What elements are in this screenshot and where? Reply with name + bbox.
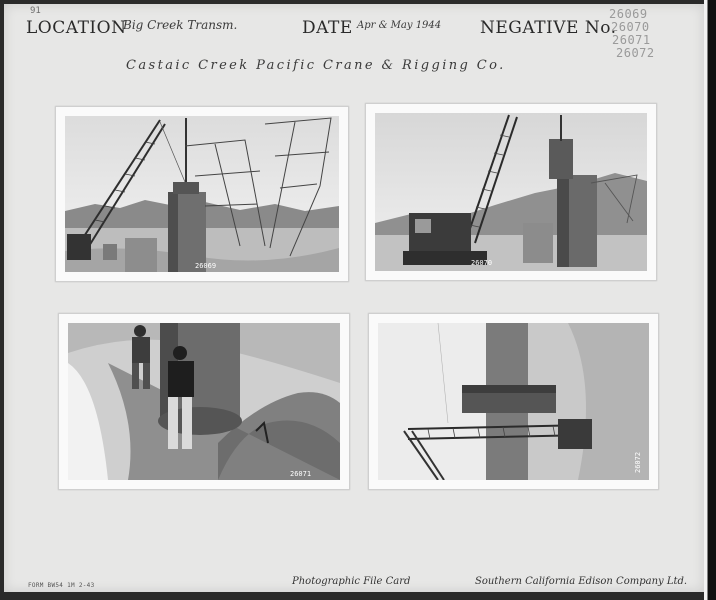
- negative-label: NEGATIVE No.: [480, 18, 617, 38]
- scan-edge: [704, 0, 716, 600]
- print-number: 26071: [290, 470, 312, 478]
- negative-numbers: [609, 8, 689, 60]
- negative-number: 26070: [611, 20, 650, 34]
- handwritten-subtitle: Castaic Creek Pacific Crane & Rigging Co.: [126, 58, 506, 73]
- photo-1-image: [65, 116, 339, 272]
- company-name: Southern California Edison Company Ltd.: [475, 576, 688, 587]
- print-number: 26072: [634, 451, 642, 473]
- photo-2: [365, 103, 657, 281]
- photo-3: [58, 313, 350, 490]
- photo-1: [55, 106, 349, 282]
- negative-number: 26071: [612, 33, 651, 47]
- location-value: Big Creek Transm.: [123, 18, 238, 32]
- photo-file-card: [4, 4, 704, 592]
- print-number: 26070: [471, 259, 493, 267]
- print-number: 26069: [195, 262, 217, 270]
- form-number: FORM BW54 1M 2-43: [28, 582, 95, 589]
- photo-3-image: [68, 323, 340, 480]
- photo-2-image: [375, 113, 647, 271]
- negative-number: 26069: [609, 7, 648, 21]
- date-value: Apr & May 1944: [357, 20, 442, 31]
- footer-title: Photographic File Card: [292, 576, 411, 587]
- location-label: LOCATION: [26, 18, 127, 38]
- negative-number: 26072: [616, 46, 655, 60]
- corner-mark: 91: [30, 6, 41, 16]
- date-label: DATE: [302, 18, 353, 38]
- photo-4-image: [378, 323, 649, 480]
- photo-4: [368, 313, 659, 490]
